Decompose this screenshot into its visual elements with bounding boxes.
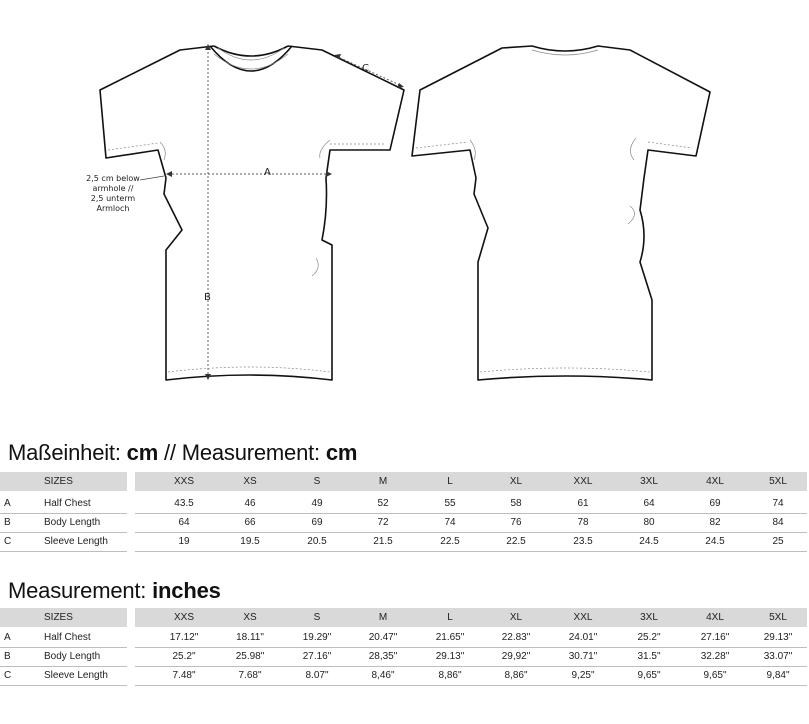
table-row: B Body Length 64 66 69 72 74 76 78 80 82 84 bbox=[4, 517, 784, 528]
back-shirt-outline bbox=[412, 46, 710, 380]
cm-heading: Maßeinheit: cm // Measurement: cm bbox=[8, 440, 358, 465]
table-row: B Body Length 25.2" 25.98" 27.16" 28,35" 29.13" 29,92" 30.71" 31.5" 32.28" 33.07" bbox=[4, 651, 793, 662]
table-row: A Half Chest 17.12" 18.11" 19.29" 20.47" 21.65" 22.83" 24.01" 25.2" 27.16" 29.13" bbox=[4, 632, 793, 643]
table-row: A Half Chest 43.5 46 49 52 55 58 61 64 69 74 bbox=[4, 498, 784, 509]
label-c: C bbox=[362, 63, 369, 74]
front-shirt-outline bbox=[100, 46, 404, 380]
sizes-header: SIZES bbox=[44, 476, 73, 487]
table-header-row: SIZES XXS XS S M L XL XXL 3XL 4XL 5XL bbox=[0, 472, 809, 491]
table-row: C Sleeve Length 7.48" 7.68" 8.07" 8,46" 8,86" 8,86" 9,25" 9,65" 9,65" 9,84" bbox=[4, 670, 790, 681]
sizes-header: SIZES bbox=[44, 612, 73, 623]
label-a: A bbox=[264, 167, 271, 178]
table-row: C Sleeve Length 19 19.5 20.5 21.5 22.5 22.5 23.5 24.5 24.5 25 bbox=[4, 536, 784, 547]
label-b: B bbox=[204, 292, 211, 303]
table-header-row: SIZES XXS XS S M L XL XXL 3XL 4XL 5XL bbox=[0, 608, 809, 627]
inch-heading: Measurement: inches bbox=[8, 578, 221, 603]
armhole-note: 2,5 cm below armhole // 2,5 unterm Armloch bbox=[86, 174, 140, 213]
